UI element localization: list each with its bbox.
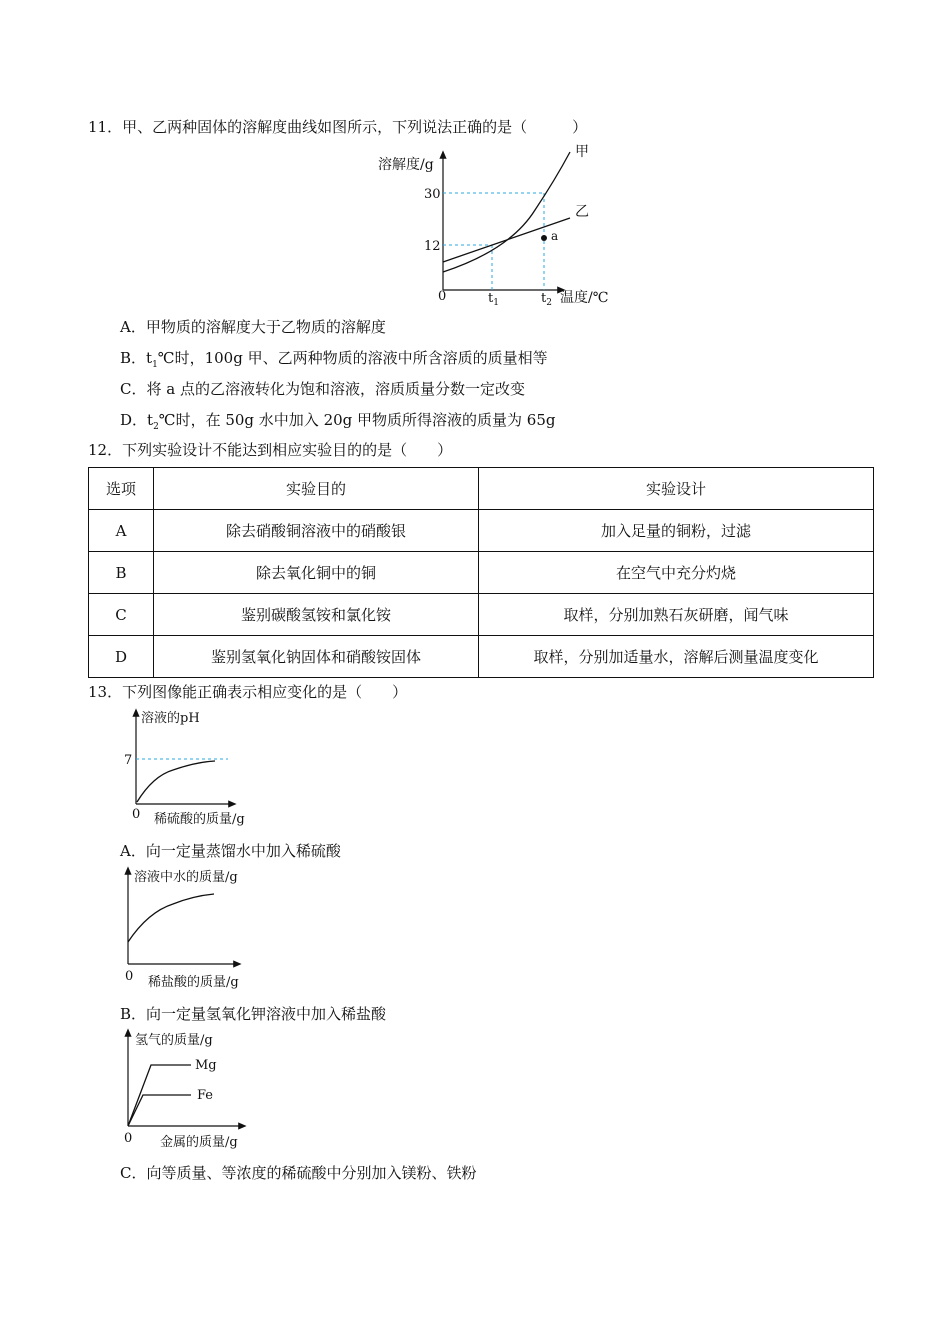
experiment-table: [88, 467, 874, 678]
q13-option-c: C．向等质量、等浓度的稀硫酸中分别加入镁粉、铁粉: [120, 1164, 477, 1182]
table-header-row: [89, 468, 874, 510]
x-axis-label: 稀硫酸的质量/g: [154, 812, 245, 827]
label-fe: Fe: [197, 1088, 214, 1103]
graph-b-water-mass: [118, 864, 278, 994]
origin-label: 0: [438, 289, 447, 304]
q11-option-d: D．$t_2℃$时，在 50g 水中加入 20g 甲物质所得溶液的质量为 65g: [120, 411, 556, 432]
label-jia: 甲: [575, 144, 589, 160]
question-11-stem: 11．甲、乙两种固体的溶解度曲线如图所示，下列说法正确的是（ ）: [88, 118, 588, 136]
header-purpose: 实验目的: [154, 468, 479, 510]
table-row: [89, 636, 874, 678]
row-design: 取样，分别加适量水，溶解后测量温度变化: [479, 636, 874, 678]
header-design: 实验设计: [479, 468, 874, 510]
row-purpose: 鉴别碳酸氢铵和氯化铵: [154, 594, 479, 636]
graph-c-hydrogen-mass: [118, 1028, 278, 1158]
point-a: [541, 235, 547, 241]
q11-option-c: C．将 a 点的乙溶液转化为饱和溶液，溶质质量分数一定改变: [120, 380, 525, 398]
row-design: 加入足量的铜粉，过滤: [479, 510, 874, 552]
row-option: A: [89, 510, 154, 552]
y-axis-label: 溶液的pH: [141, 711, 200, 726]
row-purpose: 鉴别氢氧化钠固体和硝酸铵固体: [154, 636, 479, 678]
row-option: C: [89, 594, 154, 636]
origin-label: 0: [132, 807, 141, 822]
row-purpose: 除去硝酸铜溶液中的硝酸银: [154, 510, 479, 552]
x-axis-label: 温度/℃: [560, 290, 609, 306]
curve-jia: [443, 152, 570, 272]
question-12-stem: 12．下列实验设计不能达到相应实验目的的是（ ）: [88, 441, 453, 459]
y-tick-12: 12: [424, 239, 441, 254]
water-mass-curve: [128, 894, 214, 942]
row-option: D: [89, 636, 154, 678]
q11-option-b: B．$t_1℃$时，100g 甲、乙两种物质的溶液中所含溶质的质量相等: [120, 349, 548, 370]
x-tick-t2: $t_2$: [541, 291, 552, 308]
y-tick-30: 30: [424, 187, 441, 202]
origin-label: 0: [124, 1131, 133, 1146]
x-axis-label: 稀盐酸的质量/g: [148, 975, 239, 990]
header-option: 选项: [89, 468, 154, 510]
label-yi: 乙: [575, 204, 589, 220]
row-design: 在空气中充分灼烧: [479, 552, 874, 594]
x-tick-t1: $t_1$: [488, 291, 499, 308]
y-tick-7: 7: [124, 753, 133, 768]
q11-option-a: A．甲物质的溶解度大于乙物质的溶解度: [120, 318, 386, 336]
ph-curve: [137, 761, 215, 802]
row-purpose: 除去氧化铜中的铜: [154, 552, 479, 594]
table-row: [89, 552, 874, 594]
y-axis-label: 溶解度/g: [378, 157, 434, 173]
row-design: 取样，分别加熟石灰研磨，闻气味: [479, 594, 874, 636]
graph-a-ph: [118, 706, 278, 831]
table-row: [89, 594, 874, 636]
label-a: a: [551, 229, 559, 243]
q13-option-b: B．向一定量氢氧化钾溶液中加入稀盐酸: [120, 1005, 387, 1023]
question-13-stem: 13．下列图像能正确表示相应变化的是（ ）: [88, 683, 408, 701]
x-axis-label: 金属的质量/g: [160, 1135, 238, 1150]
y-axis-label: 溶液中水的质量/g: [134, 870, 238, 885]
y-axis-label: 氢气的质量/g: [135, 1033, 213, 1048]
row-option: B: [89, 552, 154, 594]
origin-label: 0: [125, 969, 134, 984]
table-row: [89, 510, 874, 552]
solubility-curve-graph: [370, 140, 630, 315]
label-mg: Mg: [195, 1058, 217, 1073]
q13-option-a: A．向一定量蒸馏水中加入稀硫酸: [120, 842, 341, 860]
